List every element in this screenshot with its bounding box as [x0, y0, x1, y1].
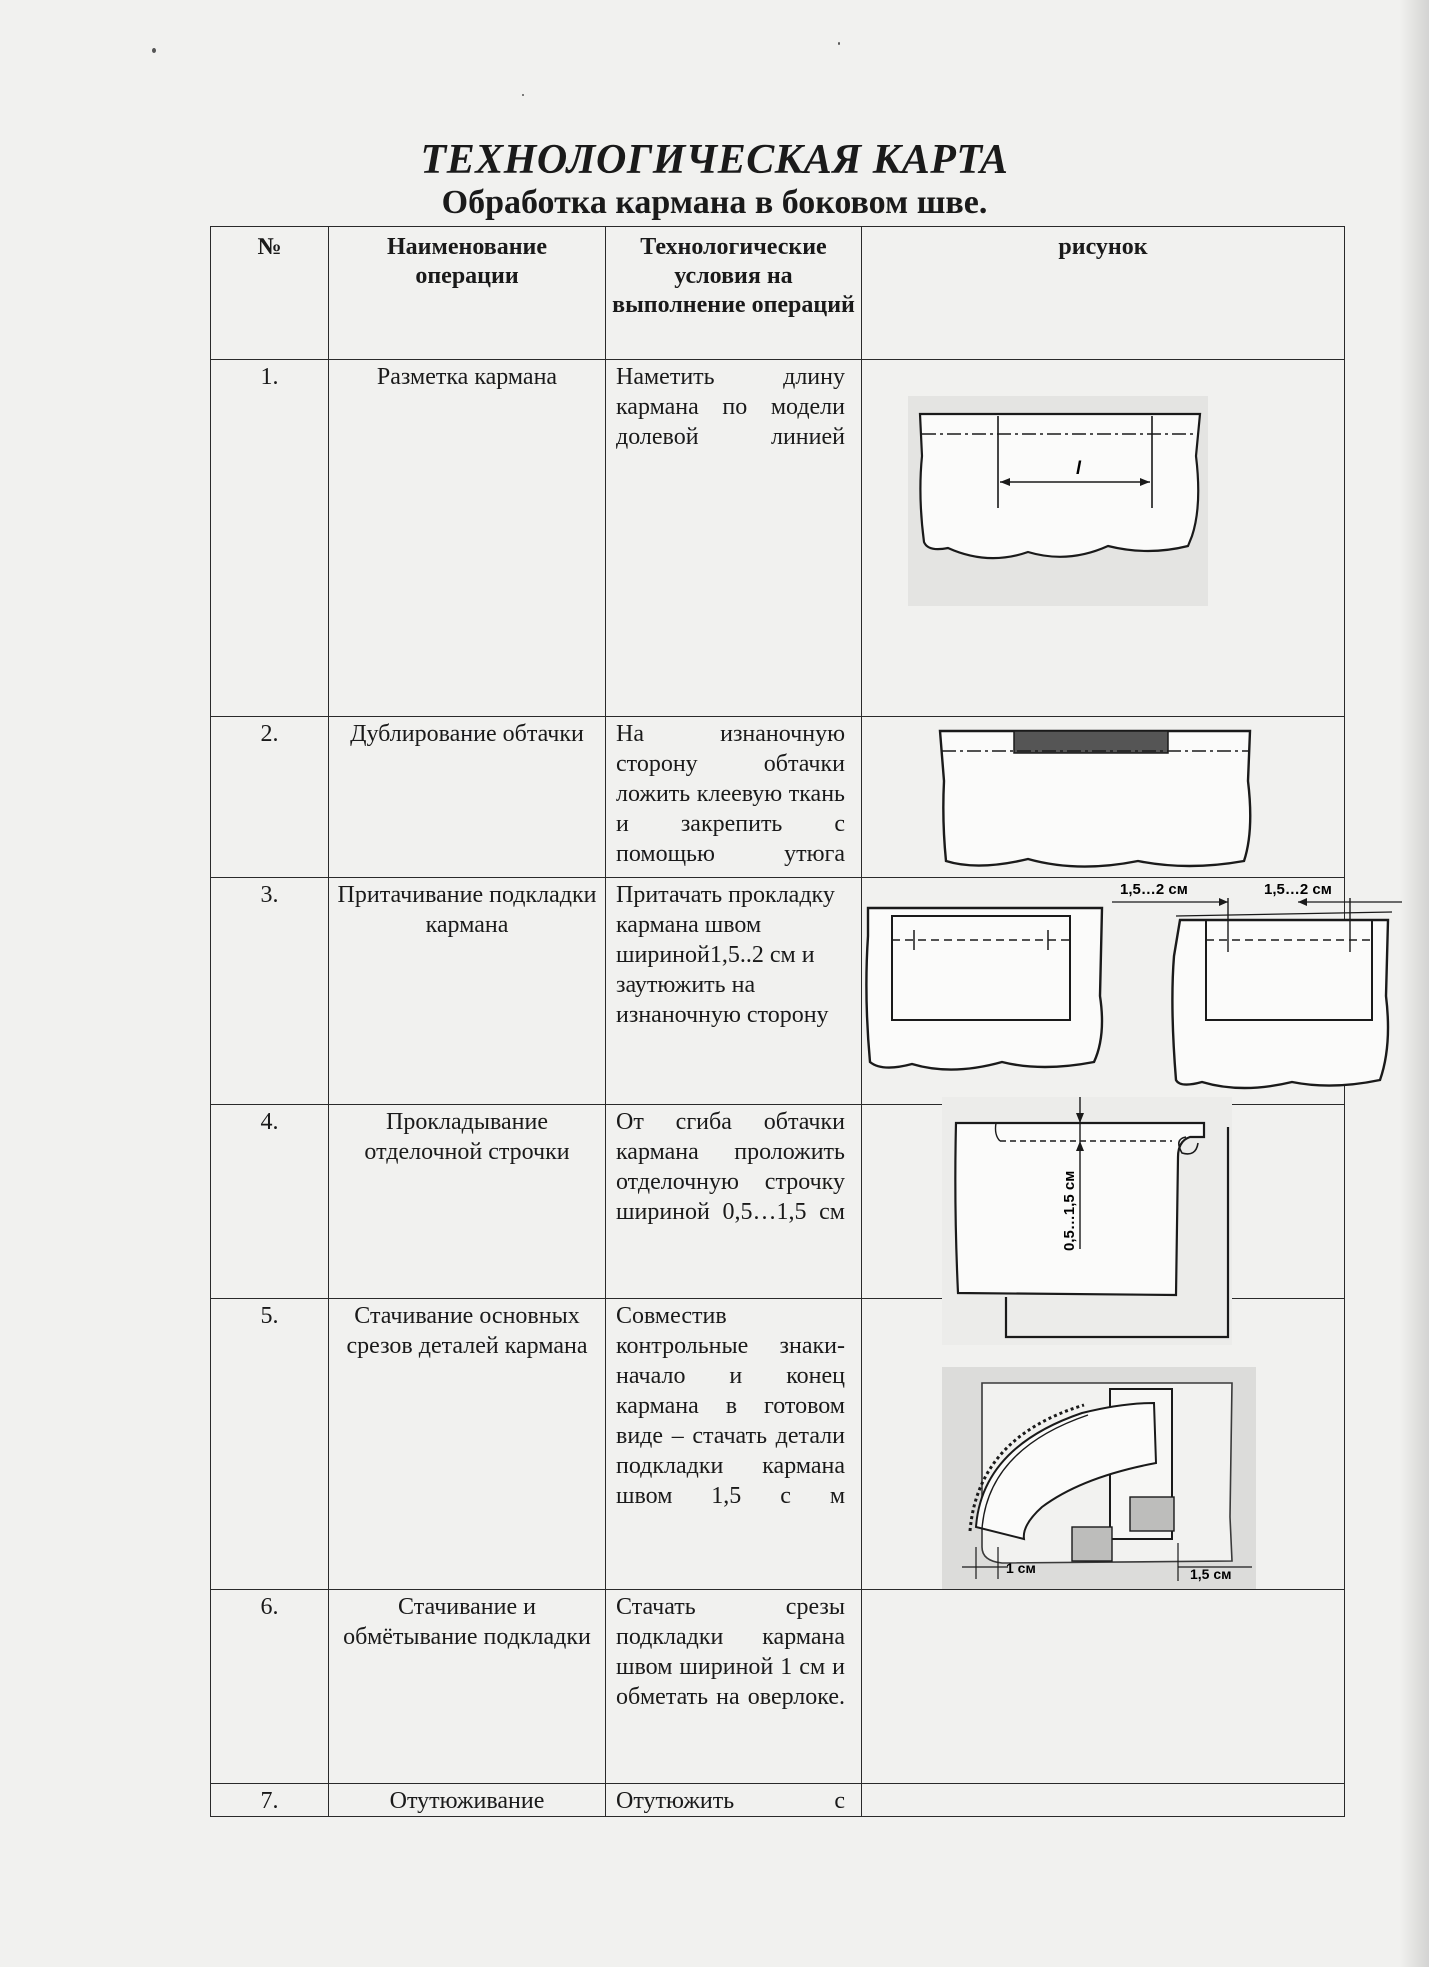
row-conditions: Отутюжить с — [606, 1784, 862, 1817]
table-row — [211, 1299, 1345, 1590]
scan-speck — [152, 48, 156, 53]
row-number: 4. — [211, 1105, 329, 1299]
row-number: 3. — [211, 878, 329, 1105]
row-number: 6. — [211, 1590, 329, 1784]
figure-label: 0,5…1,5 см — [1061, 1170, 1078, 1251]
row-number: 2. — [211, 717, 329, 878]
row-number: 1. — [211, 360, 329, 717]
scan-speck — [838, 42, 840, 45]
table-row — [211, 1784, 1345, 1817]
table-row — [211, 1590, 1345, 1784]
row-picture-cell — [862, 717, 1345, 878]
row-picture-cell — [862, 360, 1345, 717]
row-number: 5. — [211, 1299, 329, 1590]
row-operation-name: Отутюживание — [329, 1784, 606, 1817]
table-row — [211, 1105, 1345, 1299]
row-operation-name: Разметка кармана — [329, 360, 606, 717]
row-conditions: Совместив контрольные знаки-начало и конец кармана в готовом виде – стачать детали подкладки кармана швом 1,5 с м — [606, 1299, 862, 1590]
figure-pocket-marking — [908, 396, 1208, 606]
row-operation-name: Дублирование обтачки — [329, 717, 606, 878]
row-operation-name: Стачивание и обмётывание подкладки — [329, 1590, 606, 1784]
row-number: 7. — [211, 1784, 329, 1817]
scan-speck — [522, 94, 524, 96]
figure-pocket-stitching — [942, 1367, 1260, 1589]
row-picture-cell — [862, 1299, 1345, 1590]
figure-label: 1,5 см — [1190, 1566, 1232, 1582]
row-conditions: Притачать прокладку кармана швом шириной1,5..2 см и заутюжить на изнаночную сторону — [606, 878, 862, 1105]
row-operation-name: Прокладывание отделочной строчки — [329, 1105, 606, 1299]
figure-label: 1,5…2 см — [1264, 881, 1332, 898]
header-number: № — [211, 227, 329, 360]
table-header-row — [211, 227, 1345, 360]
table-row — [211, 717, 1345, 878]
header-operation-name: Наименование операции — [329, 227, 606, 360]
table-row — [211, 360, 1345, 717]
row-picture-cell — [862, 1784, 1345, 1817]
header-picture: рисунок — [862, 227, 1345, 360]
row-picture-cell — [862, 1105, 1345, 1299]
row-conditions: Наметить длину кармана по модели долевой линией — [606, 360, 862, 717]
header-conditions: Технологические условия на выполнение операций — [606, 227, 862, 360]
row-conditions: От сгиба обтачки кармана проложить отделочную строчку шириной 0,5…1,5 см — [606, 1105, 862, 1299]
row-operation-name: Стачивание основных срезов деталей кармана — [329, 1299, 606, 1590]
figure-lining-attaching — [862, 876, 1402, 1101]
figure-label: 1,5…2 см — [1120, 881, 1188, 898]
table-row — [211, 878, 1345, 1105]
row-conditions: На изнаночную сторону обтачки ложить клеевую ткань и закрепить с помощью утюга — [606, 717, 862, 878]
figure-facing-interfacing — [938, 721, 1258, 869]
figure-label: l — [1076, 458, 1082, 478]
row-operation-name: Притачивание подкладки кармана — [329, 878, 606, 1105]
figure-label: 1 см — [1006, 1560, 1036, 1576]
document-subtitle: Обработка кармана в боковом шве. — [441, 184, 988, 221]
technology-card-table — [210, 226, 1345, 1817]
document-title: ТЕХНОЛОГИЧЕСКАЯ КАРТА — [420, 137, 1009, 183]
scan-edge-shadow — [1399, 0, 1429, 1967]
row-picture-cell — [862, 1590, 1345, 1784]
row-picture-cell — [862, 878, 1345, 1105]
row-conditions: Стачать срезы подкладки кармана швом шириной 1 см и обметать на оверлоке. — [606, 1590, 862, 1784]
